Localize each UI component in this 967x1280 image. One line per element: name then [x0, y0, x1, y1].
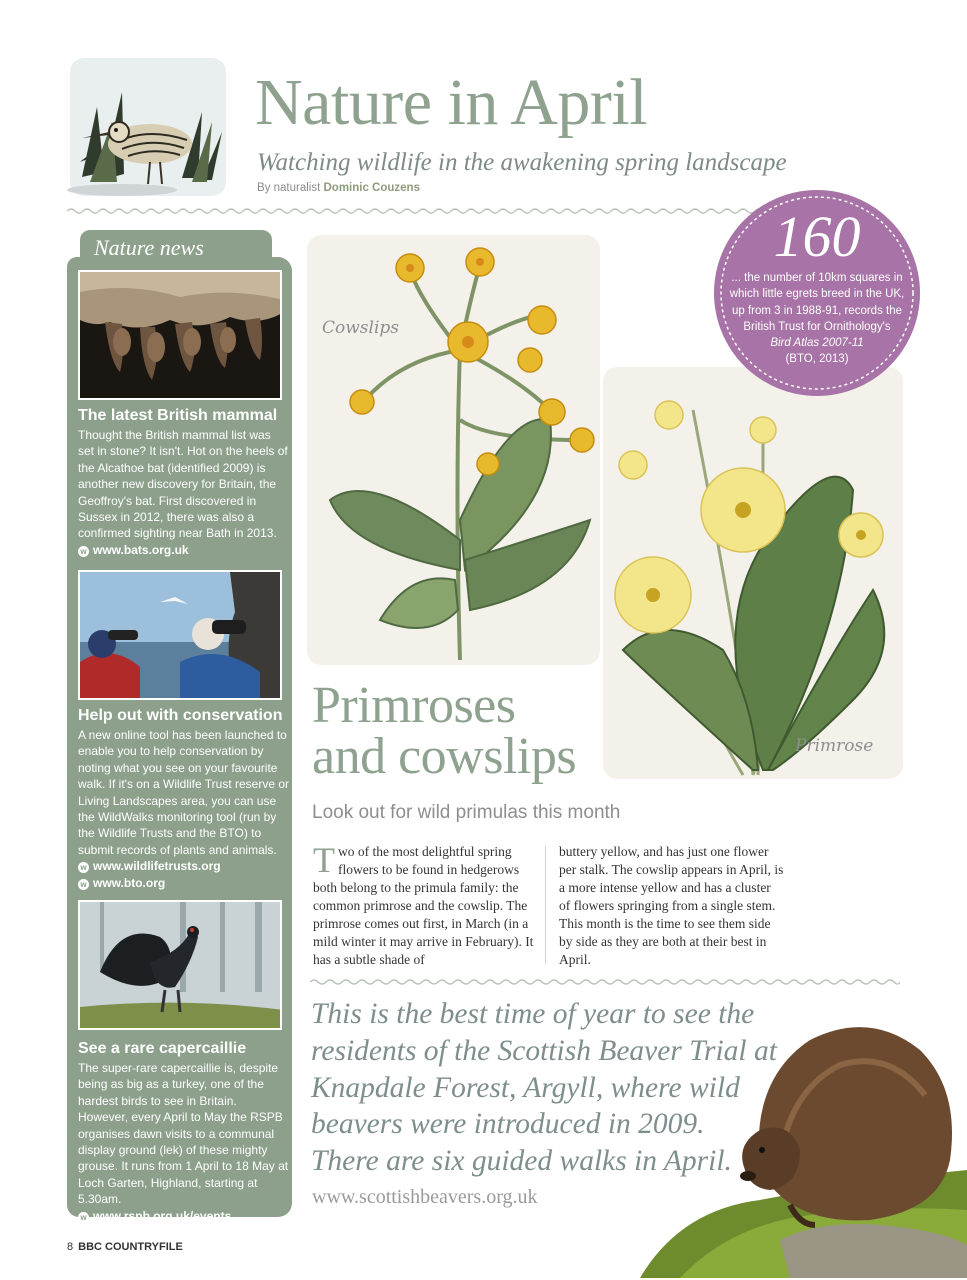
web-link-icon: w: [78, 1212, 89, 1223]
stat-number: 160: [773, 204, 861, 269]
news-item-text: A new online tool has been launched to enable you to help conservation by noting what you see on your favourite walk. If it's on a Wildlife Trust reserve or Living Landscapes area, you can use the WildWalks monitoring tool (run by the Wildlife Trusts and the BTO) to submit records of plants and animals.: [78, 728, 290, 857]
article-text: wo of the most delightful spring flowers to be found in hedgerows both belong to the primula family: the common primrose and the cowslip. The primrose comes out first, in March (in a mild winter it may arrive in February). It has a subtle shade of: [313, 844, 534, 967]
stat-description: ... the number of 10km squares in which little egrets breed in the UK, up from 3 in 1988-91, records the British Trust for Ornithology's: [729, 272, 905, 333]
snipe-papercut-illustration: [62, 52, 232, 202]
page-number: 8: [67, 1241, 74, 1253]
quote-line: Knapdale Forest, Argyll, where wild: [311, 1071, 740, 1104]
link-text: www.bto.org: [93, 875, 166, 890]
magazine-name: BBC COUNTRYFILE: [78, 1241, 183, 1253]
cowslip-illustration: [310, 240, 600, 665]
quote-line: There are six guided walks in April.: [311, 1145, 732, 1178]
article-column-1: [313, 840, 538, 969]
news-item-text: The super-rare capercaillie is, despite being as big as a turkey, one of the hardest birds to see in Britain. However, every April to May the RSPB organises dawn visits to a communal display ground (lek) of these mighty grouse. It runs from 1 April to 18 May at Loch Garten, Highland, starting at 5.30am.: [78, 1061, 289, 1207]
byline-prefix: By naturalist: [257, 182, 321, 194]
quote-line: residents of the Scottish Beaver Trial at: [311, 1034, 777, 1067]
stat-text: [722, 270, 912, 368]
news-item-body: [78, 1060, 290, 1224]
news-item-text: Thought the British mammal list was set in stone? It isn't. Hot on the heels of the Alcathoe bat (identified 2009) is another new discovery for Britain, the Geoffroy's bat. First discovered in Sussex in 2012, there was also a confirmed sighting near Bath in 2013.: [78, 428, 288, 541]
link-text: www.wildlifetrusts.org: [93, 859, 221, 874]
link-text: www.bats.org.uk: [93, 542, 189, 557]
web-link-icon: w: [78, 862, 89, 873]
bats-photo: [78, 270, 282, 400]
article-title: [312, 677, 577, 785]
link-text: www.rspb.org.uk/events: [93, 1208, 232, 1223]
primrose-illustration: [603, 370, 903, 780]
quote-line: beavers were introduced in 2009.: [311, 1108, 705, 1141]
news-item-title: The latest British mammal: [78, 407, 278, 424]
page-title: Nature in April: [255, 66, 648, 139]
quote-line: This is the best time of year to see the: [311, 998, 755, 1030]
byline: [257, 182, 420, 194]
header-divider: [67, 205, 787, 217]
web-link-icon: w: [78, 879, 89, 890]
news-item-body: [78, 727, 290, 891]
article-title-line: and cowslips: [312, 728, 577, 785]
scottish-beavers-link[interactable]: www.scottishbeavers.org.uk: [312, 1186, 538, 1208]
page-subtitle: Watching wildlife in the awakening spring landscape: [257, 149, 787, 176]
cowslip-label: Cowslips: [322, 318, 399, 338]
stat-source: (BTO, 2013): [785, 353, 849, 366]
article-subtitle: Look out for wild primulas this month: [312, 802, 621, 823]
article-text: buttery yellow, and has just one flower per stalk. The cowslip appears in April, is a more intense yellow and has a cluster of flowers springing from a single stem. This month is the time to see them side by side as they are both at their best in April.: [559, 844, 784, 967]
article-column-2: [559, 843, 784, 969]
article-divider: [310, 976, 900, 988]
beaver-photo: [640, 1010, 967, 1278]
web-link-icon: w: [78, 546, 89, 557]
news-link-bto[interactable]: [78, 875, 290, 891]
stat-publication: Bird Atlas 2007-11: [770, 337, 864, 350]
capercaillie-photo: [78, 900, 282, 1030]
news-item-title: See a rare capercaillie: [78, 1040, 247, 1057]
page-footer: [67, 1241, 183, 1253]
news-link-rspb[interactable]: [78, 1208, 290, 1224]
primrose-label: Primrose: [795, 736, 874, 756]
news-link-wildlifetrusts[interactable]: [78, 858, 290, 874]
news-link-bats[interactable]: [78, 542, 290, 558]
birdwatchers-photo: [78, 570, 282, 700]
news-item-body: [78, 427, 290, 558]
author-name: Dominic Couzens: [323, 182, 420, 194]
drop-cap: T: [313, 840, 335, 880]
article-title-line: Primroses: [312, 677, 516, 734]
column-divider: [545, 846, 546, 964]
nature-news-heading: Nature news: [94, 235, 204, 260]
news-item-title: Help out with conservation: [78, 707, 283, 724]
